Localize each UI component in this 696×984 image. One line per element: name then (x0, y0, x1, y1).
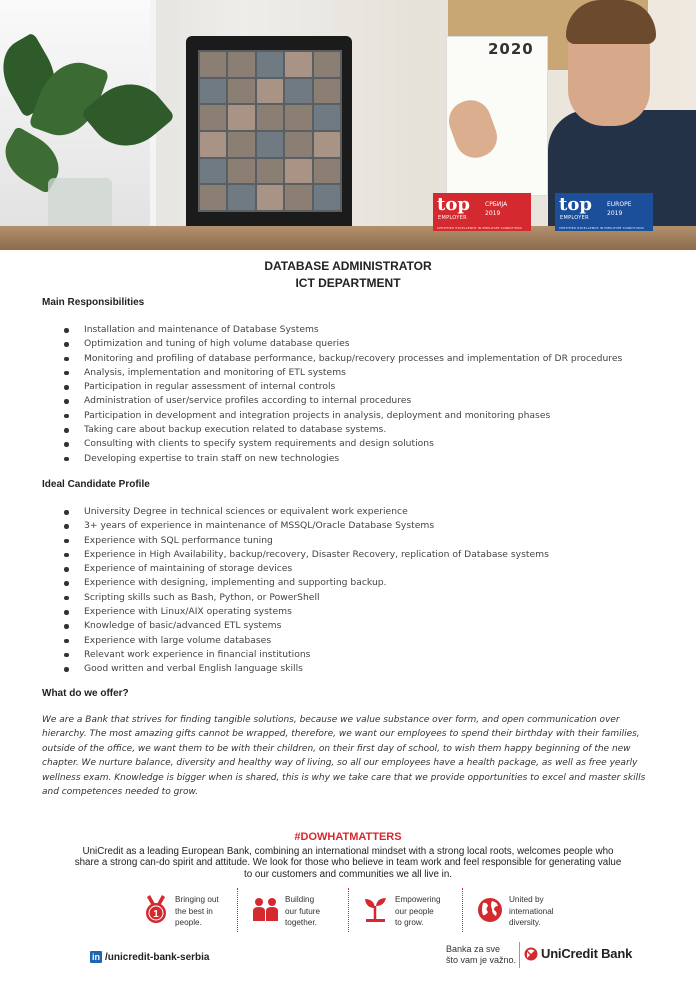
value-empowering (362, 892, 474, 932)
profile-item: Experience with Linux/AIX operating systems (42, 605, 662, 619)
value-label: United by international diversity. (509, 895, 554, 927)
profile-item: Experience with SQL performance tuning (42, 534, 662, 548)
medal-icon (142, 894, 170, 924)
profile-item: Experience with designing, implementing and supporting backup. (42, 576, 662, 590)
department-title: ICT DEPARTMENT (295, 276, 401, 290)
globe-icon (476, 894, 504, 924)
offer-text: We are a Bank that strives for finding tangible solutions, because we value substance over form, and open communication over hierarchy. The most amazing gifts cannot be wrapped, therefore, we want our employees to spend their birthday with their families, outside of the office, we want them to be with their children, on their first day of school, to wish them happy beginning of the new chapter. We nurture balance, diversity and healthy way of living, so all our employees have a health package, as well as free yearly wellness exam. Knowledge is bigger when is shared, this is why we take care that we provide opportunities to excel and master skills and competences needed to grow. (42, 715, 646, 798)
profile-item: Knowledge of basic/advanced ETL systems (42, 619, 662, 633)
profile-item: University Degree in technical sciences or equivalent work experience (42, 505, 662, 519)
divider (348, 888, 349, 932)
responsibility-item: Monitoring and profiling of database performance, backup/recovery processes and implementation of DR procedures (42, 352, 662, 366)
profile-item: Experience of maintaining of storage devices (42, 562, 662, 576)
linkedin-link[interactable] (90, 950, 209, 964)
profile-item: Relevant work experience in financial institutions (42, 648, 662, 662)
hero-photo (0, 0, 696, 250)
profile-list (42, 505, 662, 677)
job-title: DATABASE ADMINISTRATOR (264, 259, 432, 273)
divider (237, 888, 238, 932)
unicredit-logo: UniCredit Bank (524, 946, 632, 961)
linkedin-handle: /unicredit-bank-serbia (105, 951, 210, 963)
value-label: Empowering our people to grow. (395, 895, 441, 927)
responsibility-item: Consulting with clients to specify system requirements and design solutions (42, 437, 662, 451)
hashtag: #DOWHATMATTERS (294, 831, 402, 843)
svg-text:1: 1 (153, 909, 159, 920)
value-label: Bringing out the best in people. (175, 895, 219, 927)
profile-item: 3+ years of experience in maintenance of MSSQL/Oracle Database Systems (42, 519, 662, 533)
video-call-screen (198, 50, 342, 212)
responsibility-item: Participation in regular assessment of internal controls (42, 380, 662, 394)
responsibility-item: Installation and maintenance of Database Systems (42, 323, 662, 337)
linkedin-icon: in (92, 952, 100, 962)
value-label: Building our future together. (285, 895, 321, 927)
profile-item: Experience in High Availability, backup/recovery, Disaster Recovery, replication of Database systems (42, 548, 662, 562)
responsibility-item: Analysis, implementation and monitoring of ETL systems (42, 366, 662, 380)
value-diversity (476, 892, 588, 932)
responsibility-item: Administration of user/service profiles according to internal procedures (42, 394, 662, 408)
profile-item: Good written and verbal English language skills (42, 662, 662, 676)
intro-text: UniCredit as a leading European Bank, combining an international mindset with a strong local roots, welcomes people who share a strong can-do spirit and attitude. We look for those who believe in team work and feel responsible for generating value to our customers and communities we all live in. (74, 846, 622, 880)
calendar-year: 2020 (488, 40, 534, 58)
responsibility-item: Developing expertise to train staff on new technologies (42, 452, 662, 466)
sprout-icon (362, 894, 390, 924)
people-icon (252, 894, 280, 924)
unicredit-mark-icon (524, 947, 538, 961)
divider (462, 888, 463, 932)
profile-item: Scripting skills such as Bash, Python, or PowerShell (42, 591, 662, 605)
top-employer-serbia-badge: top EMPLOYER СРБИЈА 2019 CERTIFIED EXCELLENCE IN EMPLOYEE CONDITIONS (433, 193, 531, 231)
offer-heading: What do we offer? (42, 688, 129, 699)
responsibility-item: Participation in development and integration projects in analysis, deployment and monitoring phases (42, 409, 662, 423)
profile-item: Experience with large volume databases (42, 634, 662, 648)
bank-tagline: Banka za sve što vam je važno. (446, 944, 517, 965)
divider (519, 942, 520, 968)
responsibility-item: Taking care about backup execution related to database systems. (42, 423, 662, 437)
responsibility-item: Optimization and tuning of high volume database queries (42, 337, 662, 351)
top-employer-europe-badge: top EMPLOYER EUROPE 2019 CERTIFIED EXCELLENCE IN EMPLOYEE CONDITIONS (555, 193, 653, 231)
responsibilities-heading: Main Responsibilities (42, 297, 145, 308)
profile-heading: Ideal Candidate Profile (42, 479, 150, 490)
responsibilities-list (42, 323, 662, 466)
